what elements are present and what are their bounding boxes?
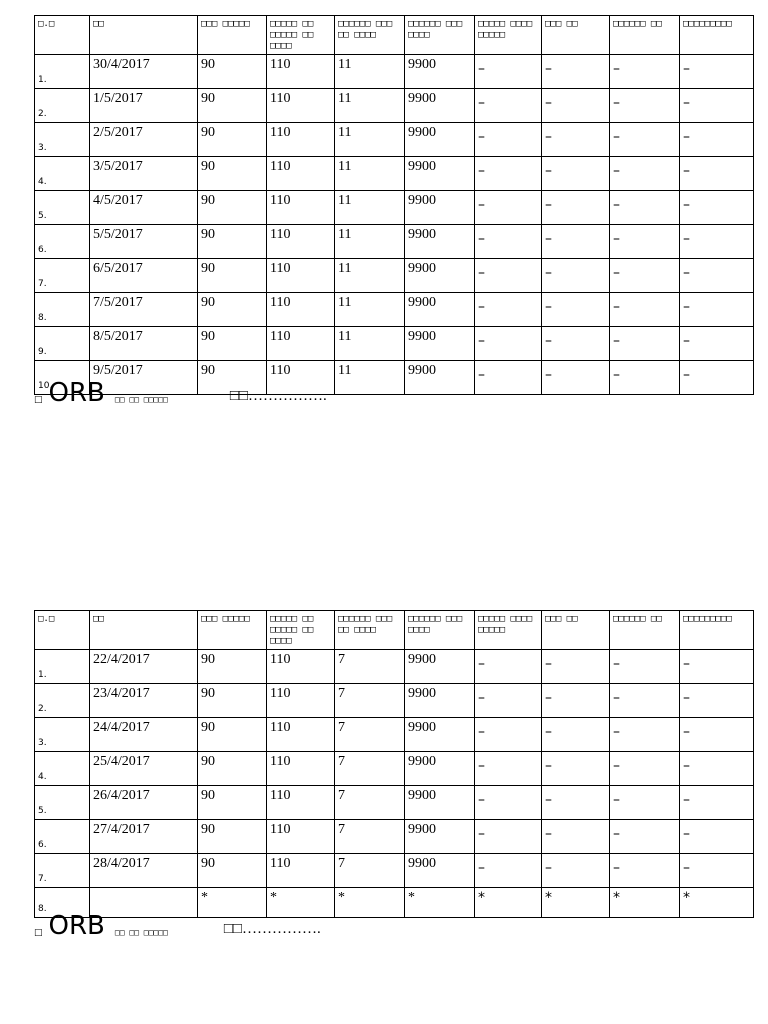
table-row xyxy=(35,293,754,327)
cell: – xyxy=(680,225,754,259)
box-glyph: □ xyxy=(34,395,43,405)
serial-cell: 9. xyxy=(35,327,90,361)
date-cell: 3/5/2017 xyxy=(90,157,198,191)
table-row xyxy=(35,157,754,191)
cell: – xyxy=(680,55,754,89)
box-glyph: □ xyxy=(34,928,43,938)
cell: – xyxy=(542,55,610,89)
header-cell: □□□□□ □□□□ □□□□□ xyxy=(475,611,542,650)
serial-cell: 6. xyxy=(35,225,90,259)
date-cell: 28/4/2017 xyxy=(90,854,198,888)
table-header-row xyxy=(35,611,754,650)
table-row xyxy=(35,259,754,293)
cell: 110 xyxy=(267,89,335,123)
cell: 110 xyxy=(267,259,335,293)
serial-cell: 8. xyxy=(35,293,90,327)
serial-cell: 3. xyxy=(35,123,90,157)
header-cell: □□□□□ □□ □□□□□ □□ □□□□ xyxy=(267,16,335,55)
table-row xyxy=(35,89,754,123)
cell: 9900 xyxy=(405,225,475,259)
cell: 110 xyxy=(267,718,335,752)
orb-label: ORB xyxy=(48,911,105,941)
cell: – xyxy=(610,259,680,293)
cell: – xyxy=(475,854,542,888)
cell: 110 xyxy=(267,786,335,820)
table-row xyxy=(35,786,754,820)
cell: – xyxy=(542,191,610,225)
cell: 110 xyxy=(267,293,335,327)
signature-field: □□……………. xyxy=(223,921,321,937)
cell: – xyxy=(680,327,754,361)
serial-cell: 6. xyxy=(35,820,90,854)
cell: 9900 xyxy=(405,123,475,157)
header-cell: □.□ xyxy=(35,16,90,55)
cell: – xyxy=(475,191,542,225)
signature-line-2 xyxy=(34,908,321,940)
cell: – xyxy=(542,361,610,395)
cell: 11 xyxy=(335,89,405,123)
cell: 110 xyxy=(267,327,335,361)
cell: – xyxy=(542,718,610,752)
serial-cell: 7. xyxy=(35,259,90,293)
header-cell: □□ xyxy=(90,16,198,55)
cell: 110 xyxy=(267,854,335,888)
cell: – xyxy=(475,55,542,89)
cell: – xyxy=(475,123,542,157)
cell: 110 xyxy=(267,752,335,786)
cell: 110 xyxy=(267,191,335,225)
cell: – xyxy=(610,361,680,395)
cell: – xyxy=(680,123,754,157)
cell: 9900 xyxy=(405,361,475,395)
header-cell: □□□□□ □□ □□□□□ □□ □□□□ xyxy=(267,611,335,650)
date-cell: 24/4/2017 xyxy=(90,718,198,752)
header-cell: □□□□□□ □□ xyxy=(610,611,680,650)
header-cell: □□□□□□□□□ xyxy=(680,611,754,650)
cell: 90 xyxy=(198,55,267,89)
cell: – xyxy=(475,718,542,752)
serial-cell: 5. xyxy=(35,786,90,820)
date-cell: 1/5/2017 xyxy=(90,89,198,123)
cell: 7 xyxy=(335,786,405,820)
cell: – xyxy=(475,786,542,820)
serial-cell: 4. xyxy=(35,157,90,191)
date-cell: 30/4/2017 xyxy=(90,55,198,89)
signature-field: □□……………. xyxy=(229,388,327,404)
cell: 9900 xyxy=(405,327,475,361)
header-cell: □□□ □□ xyxy=(542,16,610,55)
cell: – xyxy=(542,684,610,718)
cell: 110 xyxy=(267,361,335,395)
date-cell: 22/4/2017 xyxy=(90,650,198,684)
cell: – xyxy=(610,55,680,89)
cell: 11 xyxy=(335,191,405,225)
cell: 7 xyxy=(335,820,405,854)
serial-cell: 2. xyxy=(35,89,90,123)
cell: 9900 xyxy=(405,293,475,327)
cell: 11 xyxy=(335,327,405,361)
date-cell: 6/5/2017 xyxy=(90,259,198,293)
orb-caption: □□ □□ □□□□□ xyxy=(114,928,168,937)
cell: – xyxy=(475,361,542,395)
cell: 9900 xyxy=(405,718,475,752)
header-cell: □□□□□□ □□□ □□□□ xyxy=(405,611,475,650)
cell: – xyxy=(475,157,542,191)
header-cell: □□□□□□ □□□ □□ □□□□ xyxy=(335,16,405,55)
date-cell: 27/4/2017 xyxy=(90,820,198,854)
cell: 110 xyxy=(267,684,335,718)
table-row xyxy=(35,55,754,89)
cell: 11 xyxy=(335,361,405,395)
table-row xyxy=(35,327,754,361)
cell: 9900 xyxy=(405,191,475,225)
cell: – xyxy=(475,752,542,786)
cell: * xyxy=(542,888,610,918)
header-cell: □□□ □□□□□ xyxy=(198,611,267,650)
cell: 11 xyxy=(335,259,405,293)
cell: * xyxy=(198,888,267,918)
cell: 110 xyxy=(267,123,335,157)
cell: 110 xyxy=(267,157,335,191)
cell: 90 xyxy=(198,786,267,820)
cell: – xyxy=(610,293,680,327)
table-row xyxy=(35,684,754,718)
cell: 90 xyxy=(198,684,267,718)
serial-cell: 8. xyxy=(35,888,90,918)
cell: 11 xyxy=(335,157,405,191)
table-row xyxy=(35,820,754,854)
orb-caption: □□ □□ □□□□□ xyxy=(114,395,168,404)
cell: – xyxy=(680,157,754,191)
cell: 11 xyxy=(335,55,405,89)
date-cell: 5/5/2017 xyxy=(90,225,198,259)
serial-cell: 10. xyxy=(35,361,90,395)
cell: – xyxy=(680,191,754,225)
cell: * xyxy=(335,888,405,918)
cell: 90 xyxy=(198,361,267,395)
cell: – xyxy=(542,89,610,123)
cell: – xyxy=(610,820,680,854)
cell: 90 xyxy=(198,718,267,752)
header-cell: □□□□□□ □□□ □□ □□□□ xyxy=(335,611,405,650)
cell: – xyxy=(610,123,680,157)
cell: 9900 xyxy=(405,820,475,854)
cell: 110 xyxy=(267,650,335,684)
cell: – xyxy=(542,157,610,191)
cell: 90 xyxy=(198,854,267,888)
table-body xyxy=(35,650,754,918)
cell: – xyxy=(680,820,754,854)
date-cell: 2/5/2017 xyxy=(90,123,198,157)
header-cell: □□□ □□ xyxy=(542,611,610,650)
header-cell: □□□□□□ □□ xyxy=(610,16,680,55)
cell: 11 xyxy=(335,225,405,259)
header-cell: □□□□□□□□□ xyxy=(680,16,754,55)
cell: 7 xyxy=(335,718,405,752)
cell: – xyxy=(610,89,680,123)
cell: * xyxy=(267,888,335,918)
cell: – xyxy=(542,123,610,157)
log-table-2 xyxy=(34,610,754,918)
table-row xyxy=(35,854,754,888)
cell: – xyxy=(610,786,680,820)
cell: 90 xyxy=(198,191,267,225)
date-cell: 4/5/2017 xyxy=(90,191,198,225)
cell: 110 xyxy=(267,55,335,89)
cell: – xyxy=(475,327,542,361)
date-cell: 7/5/2017 xyxy=(90,293,198,327)
serial-cell: 3. xyxy=(35,718,90,752)
cell: 90 xyxy=(198,89,267,123)
cell: – xyxy=(542,327,610,361)
cell: 90 xyxy=(198,327,267,361)
cell: 90 xyxy=(198,650,267,684)
cell: 7 xyxy=(335,752,405,786)
cell: 9900 xyxy=(405,752,475,786)
cell: 11 xyxy=(335,293,405,327)
cell: 9900 xyxy=(405,157,475,191)
cell: – xyxy=(542,820,610,854)
cell: – xyxy=(542,259,610,293)
cell: – xyxy=(475,259,542,293)
cell: * xyxy=(680,888,754,918)
cell: – xyxy=(680,259,754,293)
cell: – xyxy=(610,752,680,786)
cell: – xyxy=(475,225,542,259)
table-row xyxy=(35,650,754,684)
date-cell: 26/4/2017 xyxy=(90,786,198,820)
cell: 9900 xyxy=(405,650,475,684)
cell: – xyxy=(680,854,754,888)
table-row xyxy=(35,191,754,225)
cell: – xyxy=(542,650,610,684)
cell: – xyxy=(542,225,610,259)
cell: * xyxy=(610,888,680,918)
cell: – xyxy=(475,684,542,718)
cell: – xyxy=(542,854,610,888)
header-cell: □□□□□ □□□□ □□□□□ xyxy=(475,16,542,55)
cell: – xyxy=(542,786,610,820)
table-body xyxy=(35,55,754,395)
date-cell: 8/5/2017 xyxy=(90,327,198,361)
cell: – xyxy=(610,854,680,888)
cell: 90 xyxy=(198,157,267,191)
cell: – xyxy=(680,293,754,327)
log-table-1 xyxy=(34,15,754,395)
cell: – xyxy=(475,650,542,684)
cell: 90 xyxy=(198,225,267,259)
cell: – xyxy=(610,718,680,752)
serial-cell: 4. xyxy=(35,752,90,786)
serial-cell: 1. xyxy=(35,650,90,684)
cell: 90 xyxy=(198,293,267,327)
cell: – xyxy=(475,293,542,327)
table-row xyxy=(35,123,754,157)
table-header-row xyxy=(35,16,754,55)
cell: 7 xyxy=(335,650,405,684)
cell: – xyxy=(680,786,754,820)
cell: 9900 xyxy=(405,89,475,123)
table-row xyxy=(35,225,754,259)
cell: 9900 xyxy=(405,786,475,820)
cell: – xyxy=(680,361,754,395)
table-row xyxy=(35,718,754,752)
cell: 7 xyxy=(335,684,405,718)
cell: 90 xyxy=(198,752,267,786)
cell: 90 xyxy=(198,123,267,157)
cell: 90 xyxy=(198,820,267,854)
cell: 110 xyxy=(267,820,335,854)
serial-cell: 7. xyxy=(35,854,90,888)
cell: 9900 xyxy=(405,55,475,89)
header-cell: □□□□□□ □□□ □□□□ xyxy=(405,16,475,55)
cell: – xyxy=(610,157,680,191)
orb-label: ORB xyxy=(48,378,105,408)
cell: – xyxy=(680,752,754,786)
cell: 9900 xyxy=(405,854,475,888)
cell: – xyxy=(680,89,754,123)
signature-line-1 xyxy=(34,375,327,407)
cell: – xyxy=(680,718,754,752)
date-cell: 25/4/2017 xyxy=(90,752,198,786)
cell: – xyxy=(610,327,680,361)
cell: * xyxy=(405,888,475,918)
cell: 7 xyxy=(335,854,405,888)
cell: – xyxy=(680,684,754,718)
cell: – xyxy=(542,752,610,786)
cell: – xyxy=(610,650,680,684)
cell: – xyxy=(475,89,542,123)
table-row xyxy=(35,752,754,786)
cell: 11 xyxy=(335,123,405,157)
cell: 110 xyxy=(267,225,335,259)
header-cell: □.□ xyxy=(35,611,90,650)
cell: – xyxy=(475,820,542,854)
date-cell: 9/5/2017 xyxy=(90,361,198,395)
cell: – xyxy=(610,684,680,718)
serial-cell: 2. xyxy=(35,684,90,718)
cell: – xyxy=(610,225,680,259)
header-cell: □□□ □□□□□ xyxy=(198,16,267,55)
cell: – xyxy=(542,293,610,327)
cell: 90 xyxy=(198,259,267,293)
serial-cell: 5. xyxy=(35,191,90,225)
cell: – xyxy=(680,650,754,684)
date-cell: 23/4/2017 xyxy=(90,684,198,718)
cell: 9900 xyxy=(405,684,475,718)
cell: 9900 xyxy=(405,259,475,293)
header-cell: □□ xyxy=(90,611,198,650)
serial-cell: 1. xyxy=(35,55,90,89)
cell: * xyxy=(475,888,542,918)
cell: – xyxy=(610,191,680,225)
